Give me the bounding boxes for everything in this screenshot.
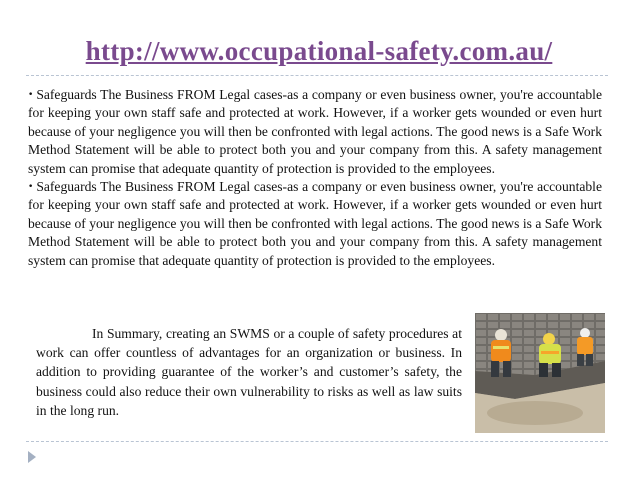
- next-slide-arrow-icon[interactable]: [28, 451, 36, 463]
- paragraph-2-text: Safeguards The Business FROM Legal cases-as a company or even business owner, you're accountable for keeping your own staff safe and protected at work. However, if a worker gets wounded or even hurt because of your negligence you will then be confronted with legal actions. The good news is a Safe Work Method Statement will be able to protect both you and your company from this. A safety management system can promise that adequate quantity of protection is provided to the employees.: [28, 179, 602, 268]
- construction-workers-photo: [475, 313, 605, 433]
- paragraph-1-text: Safeguards The Business FROM Legal cases-as a company or even business owner, you're accountable for keeping your own staff safe and protected at work. However, if a worker gets wounded or even hurt because of your negligence you will then be confronted with legal actions. The good news is a Safe Work Method Statement will be able to protect both you and your company from this. A safety management system can promise that adequate quantity of protection is provided to the employees.: [28, 87, 602, 176]
- body-text: [28, 86, 602, 270]
- bullet-icon: •: [28, 182, 34, 193]
- title-url-link[interactable]: http://www.occupational-safety.com.au/: [85, 36, 553, 66]
- bullet-icon: •: [28, 90, 34, 100]
- top-divider: [26, 75, 608, 76]
- summary-paragraph: In Summary, creating an SWMS or a couple of safety procedures at work can offer countless of advantages for an organization or business. In addition to providing guarantee of the worker’s and customer’s safety, the business could also reduce their own vulnerability to risks as well as law suits in the long run.: [36, 326, 462, 418]
- bullet-paragraph-1: [28, 86, 602, 178]
- bottom-divider: [26, 441, 608, 442]
- bullet-paragraph-2: [28, 178, 602, 270]
